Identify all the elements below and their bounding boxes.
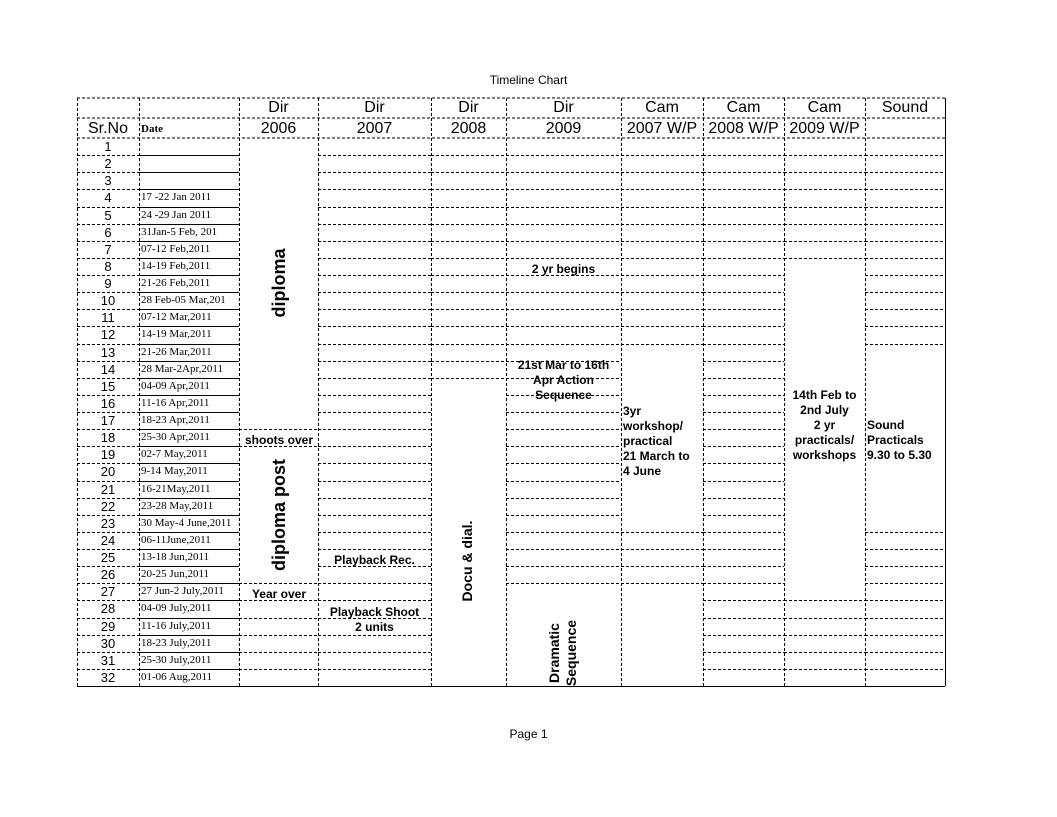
column-header: Dir bbox=[458, 99, 479, 116]
note-playback-rec: Playback Rec. bbox=[334, 553, 415, 567]
serial-number-cell: 8 bbox=[104, 258, 112, 274]
date-cell: 31Jan-5 Feb, 201 bbox=[141, 225, 218, 238]
column-header bbox=[865, 120, 945, 138]
date-cell: 04-09 July,2011 bbox=[141, 602, 212, 615]
date-cell: 25-30 Apr,2011 bbox=[141, 431, 210, 444]
column-header: 2007 W/P bbox=[626, 120, 698, 137]
date-cell: 25-30 July,2011 bbox=[141, 653, 212, 666]
serial-number-cell: 28 bbox=[100, 601, 116, 617]
date-cell: 20-25 Jun,2011 bbox=[141, 568, 210, 581]
serial-number-cell: 12 bbox=[100, 327, 116, 343]
note-diploma-post: diploma post bbox=[269, 459, 289, 571]
serial-number-cell: 27 bbox=[100, 584, 116, 600]
note-3yr-workshop bbox=[623, 404, 703, 480]
note-line: workshops bbox=[792, 448, 857, 462]
note-line: 14th Feb to bbox=[792, 388, 857, 402]
date-cell: 28 Mar-2Apr,2011 bbox=[141, 362, 224, 375]
serial-number-cell: 7 bbox=[104, 241, 112, 257]
date-cell: 11-16 July,2011 bbox=[141, 619, 211, 632]
column-header: Cam bbox=[645, 99, 679, 116]
date-cell: 27 Jun-2 July,2011 bbox=[141, 585, 224, 598]
date-cell: 23-28 May,2011 bbox=[141, 499, 214, 512]
date-cell: 17 -22 Jan 2011 bbox=[141, 191, 212, 204]
column-header: 2008 bbox=[450, 120, 487, 137]
note-line: practicals/ bbox=[794, 433, 855, 447]
serial-number-cell: 1 bbox=[104, 139, 112, 154]
note-line: 9.30 to 5.30 bbox=[867, 448, 932, 462]
date-cell: 01-06 Aug,2011 bbox=[141, 670, 213, 683]
page-footer: Page 1 bbox=[509, 727, 548, 741]
note-line: Practicals bbox=[867, 433, 924, 447]
column-header: 2009 W/P bbox=[789, 120, 860, 137]
note-dramatic-sequence bbox=[546, 601, 582, 705]
date-cell: 13-18 Jun,2011 bbox=[141, 551, 210, 563]
column-header: 2009 bbox=[545, 120, 582, 137]
serial-number-cell: 11 bbox=[101, 310, 115, 326]
note-playback-shoot bbox=[318, 605, 431, 637]
serial-number-cell: 9 bbox=[104, 276, 112, 291]
column-header: Sound bbox=[881, 99, 929, 116]
serial-number-cell: 26 bbox=[100, 567, 116, 583]
serial-number-cell: 22 bbox=[100, 498, 116, 514]
note-line: Dramatic bbox=[546, 623, 562, 683]
date-cell: 06-11June,2011 bbox=[141, 533, 211, 546]
note-line: Sequence bbox=[563, 619, 579, 687]
date-cell: 07-12 Feb,2011 bbox=[141, 242, 211, 255]
note-line: 3yr bbox=[623, 404, 642, 418]
note-line: Apr Action bbox=[533, 373, 594, 387]
note-line: Playback Shoot bbox=[329, 605, 420, 619]
serial-number-cell: 4 bbox=[104, 190, 112, 206]
date-cell bbox=[140, 138, 239, 155]
note-line: Sound bbox=[867, 418, 905, 432]
column-header bbox=[77, 99, 139, 117]
serial-number-cell: 3 bbox=[104, 173, 112, 189]
date-cell: 14-19 Mar,2011 bbox=[141, 328, 212, 341]
column-header: 2007 bbox=[356, 120, 393, 137]
date-cell: 9-14 May,2011 bbox=[141, 465, 208, 478]
serial-number-cell: 14 bbox=[100, 361, 116, 377]
note-shoots-over: shoots over bbox=[244, 433, 313, 447]
serial-number-cell: 30 bbox=[100, 635, 116, 651]
note-line: 2nd July bbox=[800, 403, 849, 417]
serial-number-cell: 5 bbox=[104, 207, 112, 223]
column-header: 2008 W/P bbox=[708, 120, 779, 137]
serial-number-cell: 32 bbox=[100, 669, 116, 685]
note-line: 2 yr bbox=[813, 418, 836, 432]
serial-number-cell: 29 bbox=[100, 618, 116, 634]
note-line: workshop/ bbox=[623, 419, 684, 433]
column-header: Sr.No bbox=[87, 120, 128, 137]
date-cell: 21-26 Feb,2011 bbox=[141, 277, 211, 289]
date-cell: 18-23 Apr,2011 bbox=[141, 414, 210, 426]
column-header: 2006 bbox=[260, 120, 297, 137]
note-line: 4 June bbox=[623, 464, 662, 478]
date-cell: 04-09 Apr,2011 bbox=[141, 379, 210, 392]
note-sound-practicals bbox=[867, 418, 945, 464]
date-cell bbox=[140, 155, 239, 172]
serial-number-cell: 24 bbox=[100, 532, 116, 548]
serial-number-cell: 15 bbox=[100, 378, 116, 394]
note-line: 21st Mar to 16th bbox=[517, 358, 610, 372]
date-cell: 18-23 July,2011 bbox=[141, 636, 212, 649]
note-cam-2009-practicals bbox=[784, 388, 865, 464]
serial-number-cell: 2 bbox=[104, 156, 112, 172]
column-header: Dir bbox=[364, 99, 385, 116]
serial-number-cell: 6 bbox=[104, 224, 112, 240]
column-header: Dir bbox=[553, 99, 574, 116]
date-cell bbox=[140, 172, 239, 189]
serial-number-cell: 23 bbox=[100, 515, 116, 531]
note-line: Sequence bbox=[535, 388, 592, 402]
note-diploma: diploma bbox=[269, 248, 289, 318]
note-line: practical bbox=[623, 434, 673, 448]
serial-number-cell: 18 bbox=[100, 430, 116, 446]
note-docu-dial: Docu & dial. bbox=[459, 520, 475, 602]
column-header bbox=[139, 99, 239, 117]
date-cell: 14-19 Feb,2011 bbox=[141, 259, 211, 272]
serial-number-cell: 16 bbox=[100, 395, 116, 411]
column-header: Date bbox=[141, 123, 163, 135]
date-cell: 28 Feb-05 Mar,201 bbox=[141, 294, 226, 307]
page-title: Timeline Chart bbox=[489, 73, 568, 87]
note-action-sequence bbox=[506, 358, 621, 406]
date-cell: 11-16 Apr,2011 bbox=[141, 396, 210, 409]
note-line: 21 March to bbox=[623, 449, 690, 463]
note-line: 2 units bbox=[355, 620, 394, 634]
column-header: Dir bbox=[268, 99, 289, 116]
date-cell: 02-7 May,2011 bbox=[141, 448, 208, 461]
serial-number-cell: 21 bbox=[100, 481, 116, 497]
date-cell: 07-12 Mar,2011 bbox=[141, 311, 212, 324]
date-cell: 21-26 Mar,2011 bbox=[141, 345, 212, 358]
note-2yr-begins: 2 yr begins bbox=[531, 262, 596, 276]
serial-number-cell: 19 bbox=[100, 447, 116, 463]
serial-number-cell: 20 bbox=[100, 464, 116, 480]
serial-number-cell: 10 bbox=[100, 293, 116, 309]
serial-number-cell: 25 bbox=[100, 550, 116, 565]
serial-number-cell: 13 bbox=[100, 344, 116, 360]
serial-number-cell: 31 bbox=[100, 652, 116, 668]
date-cell: 16-21May,2011 bbox=[141, 482, 211, 495]
column-header: Cam bbox=[807, 99, 842, 116]
serial-number-cell: 17 bbox=[100, 413, 116, 428]
note-year-over: Year over bbox=[251, 587, 307, 601]
column-header: Cam bbox=[726, 99, 761, 116]
date-cell: 24 -29 Jan 2011 bbox=[141, 208, 212, 221]
date-cell: 30 May-4 June,2011 bbox=[141, 516, 232, 529]
